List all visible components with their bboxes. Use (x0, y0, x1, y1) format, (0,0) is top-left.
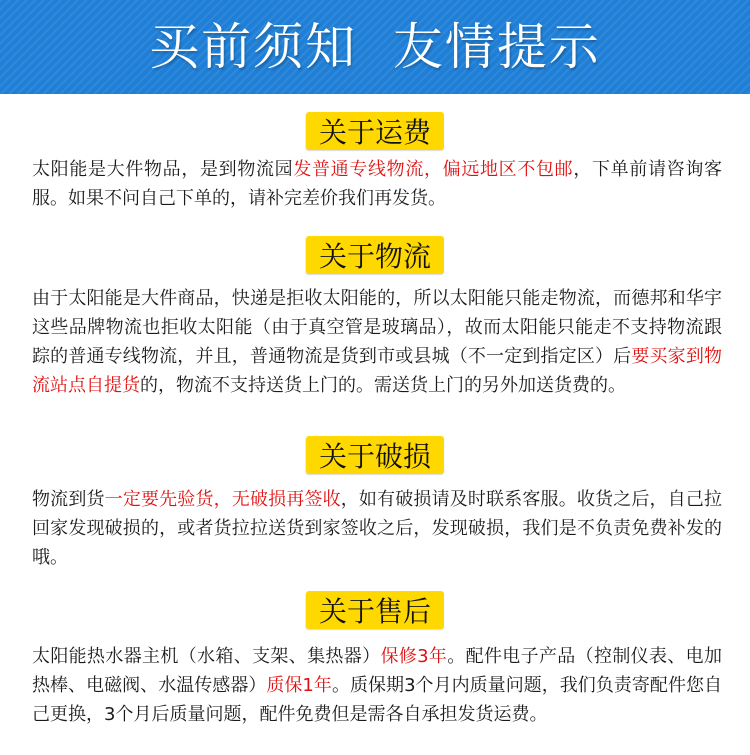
text-segment: 。质保期3个月内质量问题，我们负责寄配件您自己更换，3个月后质量问题，配件免费但是需各自承担发货运费。 (32, 675, 723, 725)
highlight-text: 发普通专线物流，偏远地区不包邮 (293, 159, 574, 180)
page-title: 买前须知 友情提示 (149, 18, 601, 76)
text-segment: 太阳能热水器主机（水箱、支架、集热器） (32, 646, 381, 667)
text-segment: 物流到货 (32, 489, 105, 510)
section-heading-shipping: 关于运费 (306, 112, 444, 150)
text-segment: ，如有破损请及时联系客服。收货之后，自己拉回家发现破损的，或者货拉拉送货到家签收之后，发现破损，我们是不负责免费补发的哦。 (32, 489, 723, 568)
text-segment: 。配件电子产品（控制仪表、电加热棒、电磁阀、水温传感器） (32, 646, 723, 696)
section-heading-after-sales: 关于售后 (306, 591, 444, 629)
text-segment: ，下单前请咨询客服。如果不问自己下单的，请补完差价我们再发货。 (32, 159, 723, 209)
section-heading-damage: 关于破损 (306, 436, 444, 474)
text-segment: 由于太阳能是大件商品，快递是拒收太阳能的，所以太阳能只能走物流，而德邦和华宇这些品牌物流也拒收太阳能（由于真空管是玻璃品），故而太阳能只能走不支持物流跟踪的普通专线物流，并且，普通物流是货到市或县城（不一定到指定区）后 (32, 288, 722, 367)
highlight-text: 一定要先验货，无破损再签收 (104, 489, 341, 510)
section-text-shipping (32, 155, 722, 213)
highlight-text: 保修3年 (380, 646, 448, 667)
section-text-logistics (32, 284, 722, 400)
highlight-text: 质保1年 (266, 675, 332, 696)
section-text-damage (32, 485, 722, 572)
text-segment: 太阳能是大件物品，是到物流园 (32, 159, 294, 180)
section-text-after-sales (32, 642, 722, 729)
highlight-text: 要买家到物流站点自提货 (32, 346, 723, 396)
text-segment: 的，物流不支持送货上门的。需送货上门的另外加送货费的。 (140, 375, 626, 396)
header-banner (0, 0, 750, 94)
section-heading-logistics: 关于物流 (306, 236, 444, 274)
